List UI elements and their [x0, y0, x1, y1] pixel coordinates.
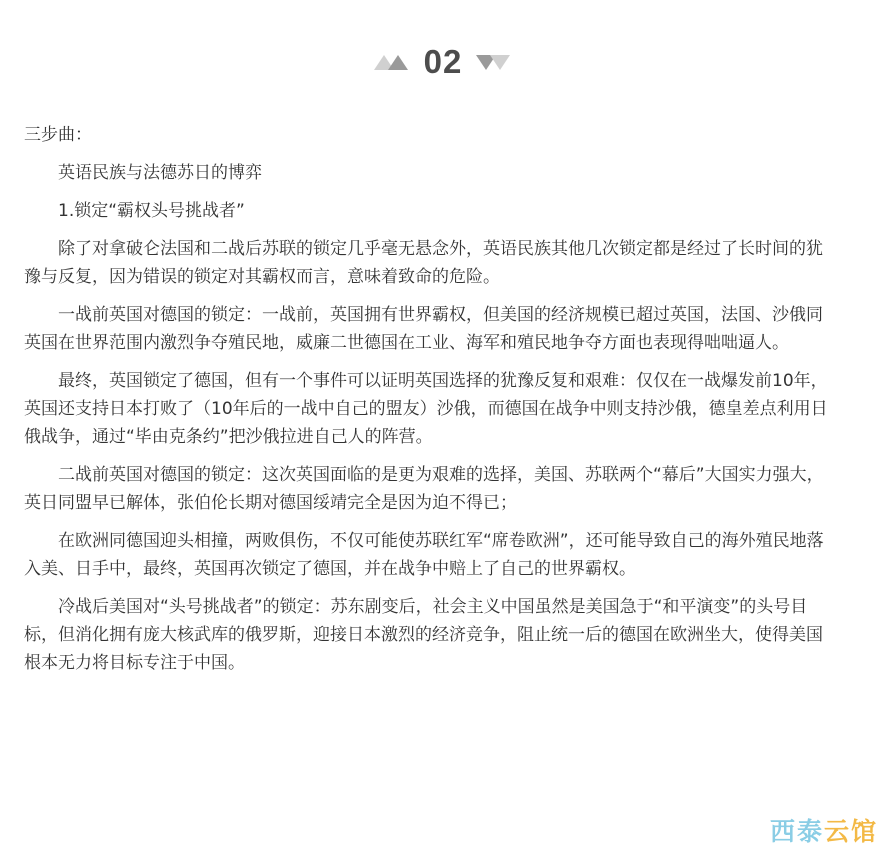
paragraph: 三步曲： — [24, 125, 92, 145]
paragraph: 英语民族与法德苏日的博弈 — [58, 163, 262, 183]
section-header — [0, 40, 886, 84]
article-body — [24, 121, 838, 687]
paragraph: 在欧洲同德国迎头相撞，两败俱伤，不仅可能使苏联红军“席卷欧洲”，还可能导致自己的海外殖民地落入美、日手中，最终，英国再次锁定了德国，并在战争中赔上了自己的世界霸权。 — [24, 531, 824, 579]
paragraph: 一战前英国对德国的锁定：一战前，英国拥有世界霸权，但美国的经济规模已超过英国，法国、沙俄同英国在世界范围内激烈争夺殖民地，威廉二世德国在工业、海军和殖民地争夺方面也表现得咄咄逼人。 — [24, 305, 823, 353]
paragraph: 最终，英国锁定了德国，但有一个事件可以证明英国选择的犹豫反复和艰难：仅仅在一战爆发前10年，英国还支持日本打败了（10年后的一战中自己的盟友）沙俄，而德国在战争中则支持沙俄，德皇差点利用日俄战争，通过“毕由克条约”把沙俄拉进自己人的阵营。 — [24, 371, 828, 447]
watermark-part-1: 西泰 — [769, 817, 824, 846]
paragraph: 除了对拿破仑法国和二战后苏联的锁定几乎毫无悬念外，英语民族其他几次锁定都是经过了长时间的犹豫与反复，因为错误的锁定对其霸权而言，意味着致命的危险。 — [24, 239, 823, 287]
section-number: 02 — [423, 43, 463, 80]
paragraph: 1.锁定“霸权头号挑战者” — [58, 201, 245, 221]
watermark-part-2: 云馆 — [823, 817, 878, 846]
watermark-logo — [770, 812, 878, 848]
paragraph: 二战前英国对德国的锁定：这次英国面临的是更为艰难的选择，美国、苏联两个“幕后”大国实力强大，英日同盟早已解体，张伯伦长期对德国绥靖完全是因为迫不得已； — [24, 465, 824, 513]
up-triangles-icon — [374, 52, 410, 72]
paragraph: 冷战后美国对“头号挑战者”的锁定：苏东剧变后，社会主义中国虽然是美国急于“和平演变”的头号目标，但消化拥有庞大核武库的俄罗斯，迎接日本激烈的经济竞争，阻止统一后的德国在欧洲坐大，使得美国根本无力将目标专注于中国。 — [24, 597, 823, 673]
down-triangles-icon — [476, 52, 512, 72]
